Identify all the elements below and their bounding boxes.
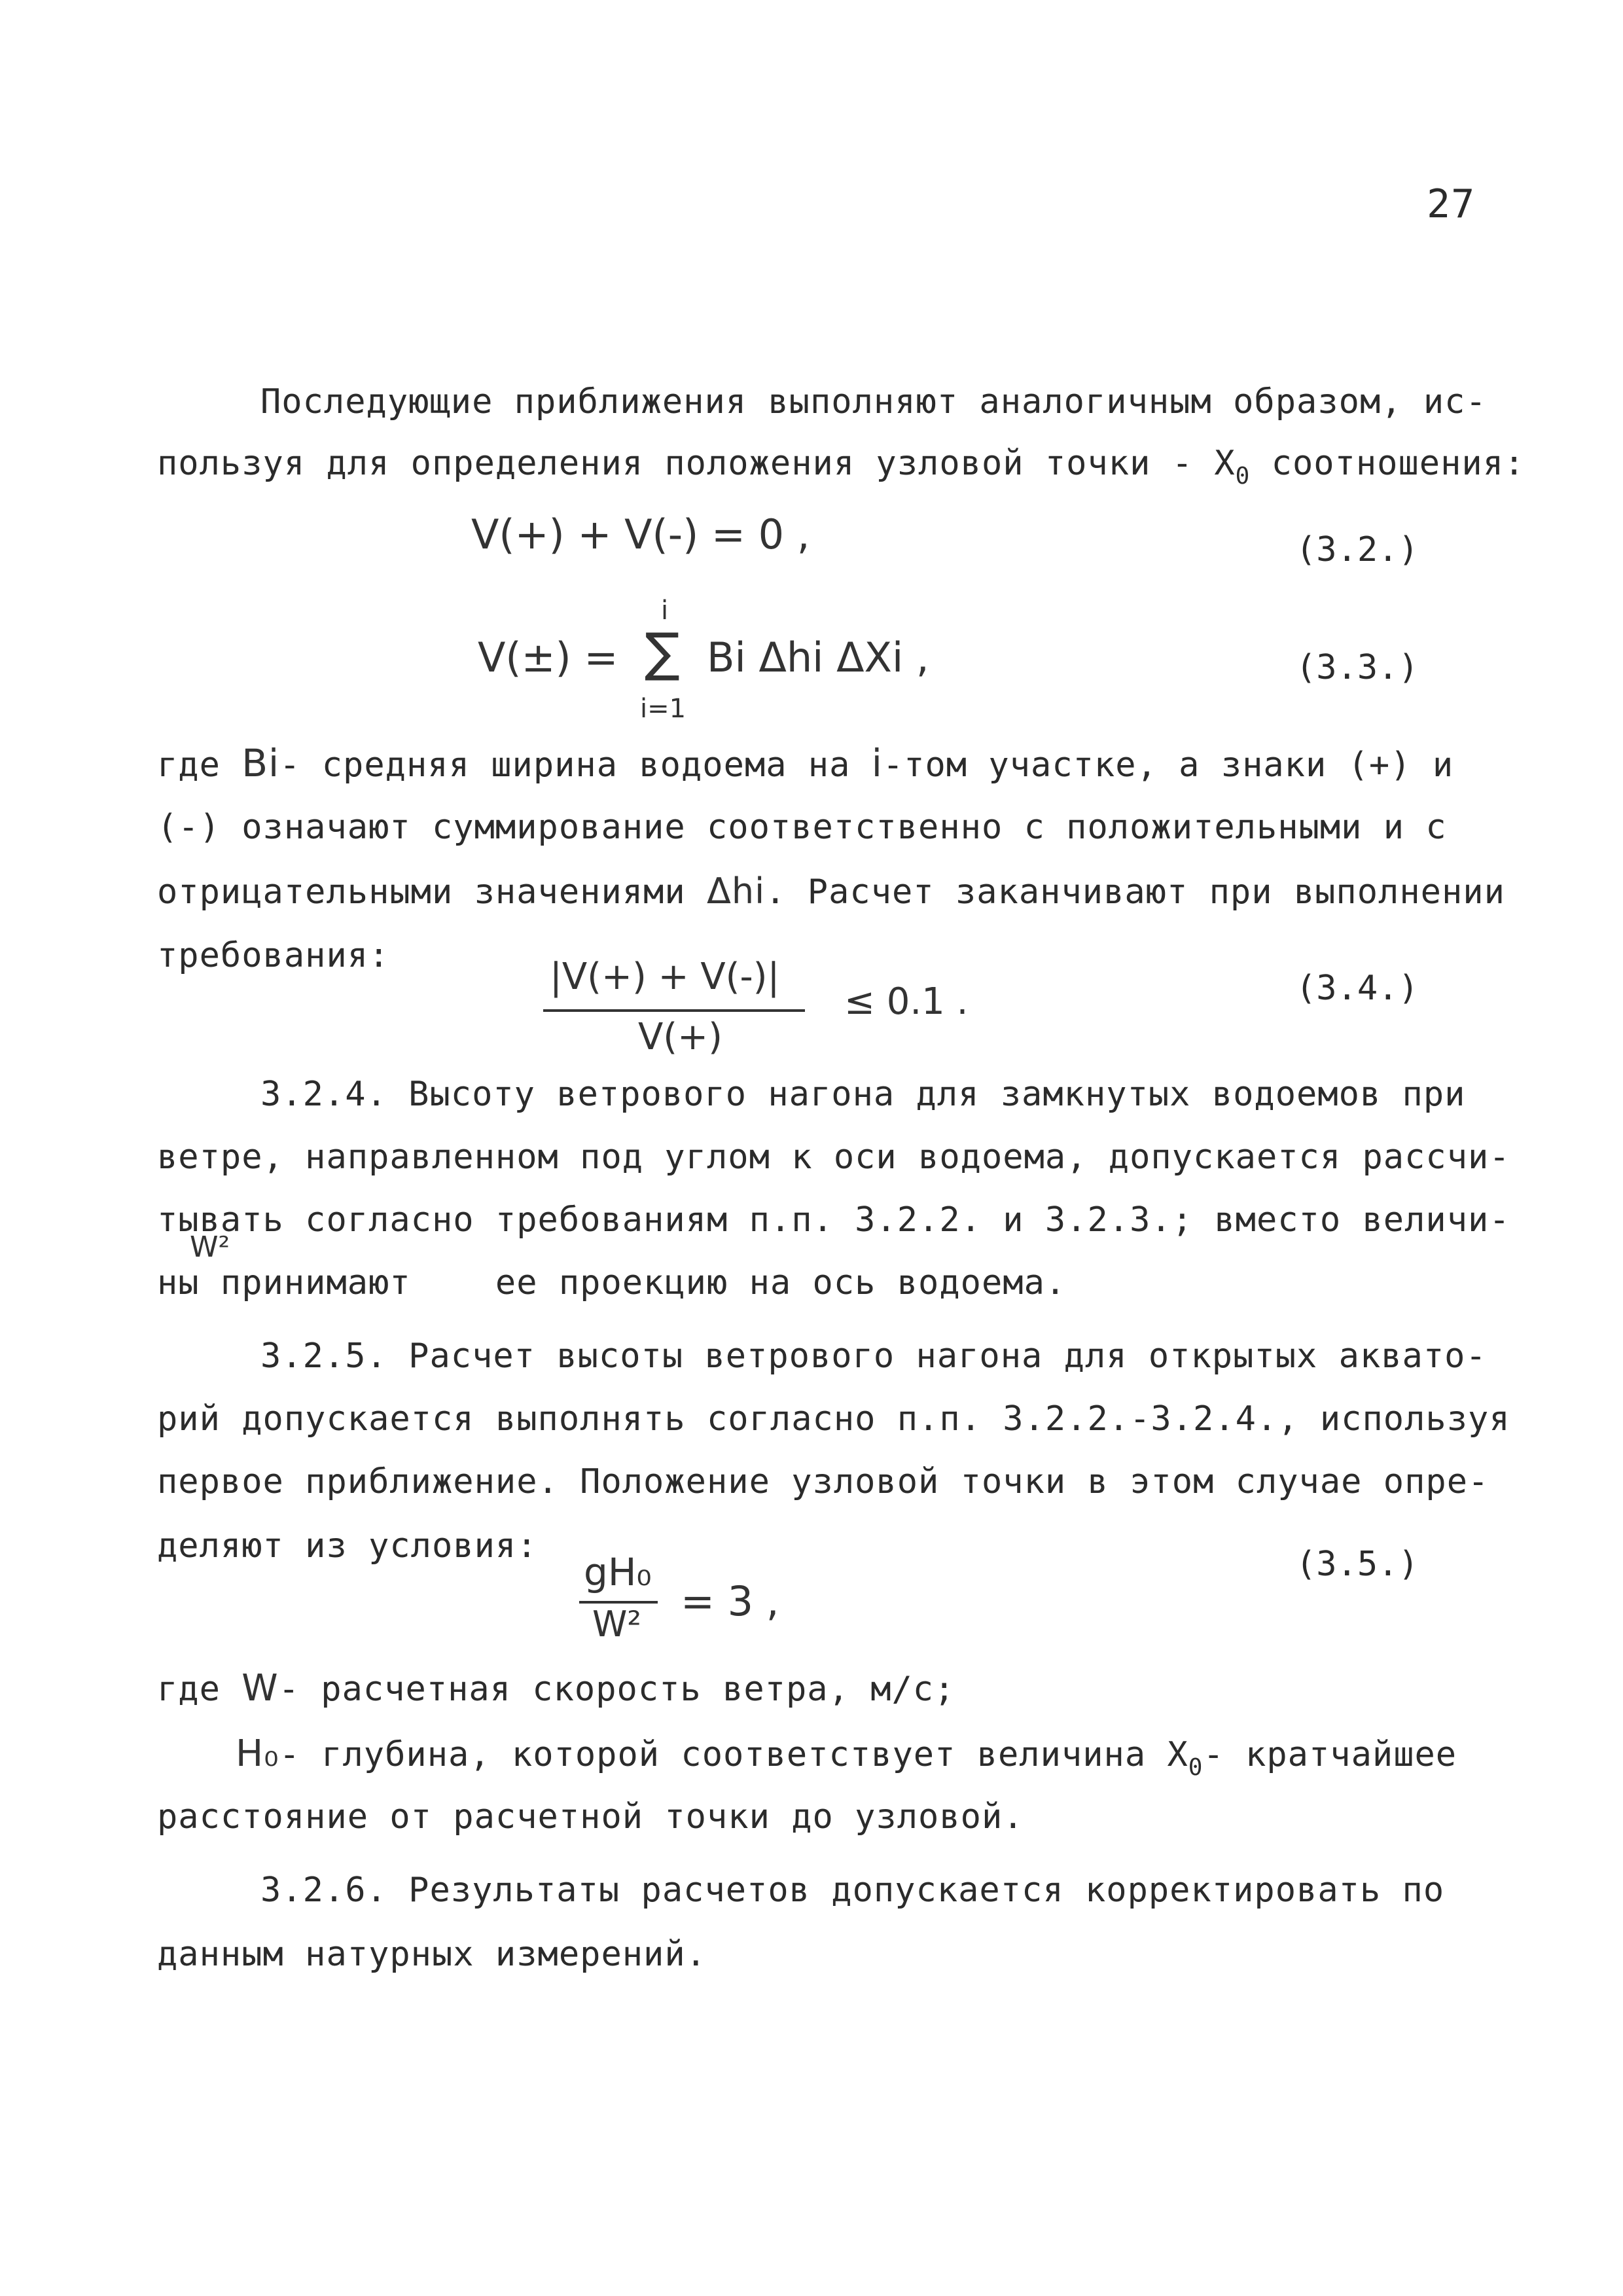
handwritten-w-squared: W² [190, 1230, 230, 1264]
para4-line2: рий допускается выполнять согласно п.п. 3.2.2.-3.2.4., используя [157, 1399, 1510, 1439]
fraction-bar [543, 1009, 805, 1012]
para2-line1: где Bi- средняя ширина водоема на i-том участке, а знаки (+) и [157, 741, 1454, 785]
equation-3-4-denominator: V(+) [638, 1016, 722, 1058]
para6-line1: 3.2.6. Результаты расчетов допускается корректировать по [260, 1871, 1445, 1910]
equation-3-5-numerator: gH₀ [584, 1550, 652, 1594]
equation-3-3-lhs: V(±) = [478, 634, 618, 681]
para4-line4: деляют из условия: [157, 1526, 538, 1566]
equation-3-3-body: Bi Δhi ΔXi , [707, 634, 929, 681]
para1-line1: Последующие приближения выполняют аналогичным образом, ис- [260, 382, 1487, 422]
para5-line2: H₀- глубина, которой соответствует величина $X_0-$ кратчайшее [236, 1732, 1457, 1781]
para2-line3: отрицательными значениями Δhi. Расчет заканчивают при выполнении [157, 870, 1505, 912]
equation-3-4-numerator: |V(+) + V(-)| [550, 956, 780, 998]
sum-upper-limit: i [661, 596, 669, 626]
equation-3-2: V(+) + V(-) = 0 , [471, 511, 810, 558]
sum-lower-limit: i=1 [640, 694, 687, 724]
sum-sign: ∑ [645, 622, 680, 683]
para3-line4: ны принимают ее проекцию на ось водоема. [157, 1263, 1067, 1302]
para3-line2: ветре, направленном под углом к оси водоема, допускается рассчи- [157, 1138, 1510, 1177]
equation-3-5-denominator: W² [592, 1604, 642, 1645]
equation-number-3-2: (3.2.) [1296, 530, 1419, 569]
para6-line2: данным натурных измерений. [157, 1935, 707, 1974]
equation-3-5-rhs: = 3 , [681, 1577, 779, 1625]
para1-line2: пользуя для определения положения узловой точки - $X_0$ соотношения: [157, 444, 1525, 490]
equation-number-3-3: (3.3.) [1296, 648, 1419, 687]
para2-line4: требования: [157, 936, 390, 975]
para4-line3: первое приближение. Положение узловой точки в этом случае опре- [157, 1462, 1489, 1501]
para4-line1: 3.2.5. Расчет высоты ветрового нагона для открытых аквато- [260, 1336, 1487, 1376]
equation-3-4-rhs: ≤ 0.1 . [844, 980, 969, 1023]
para5-line1: где W- расчетная скорость ветра, м/с; [157, 1667, 955, 1710]
page-number: 27 [1427, 181, 1476, 227]
para2-line2: (-) означают суммирование соответственно с положительными и с [157, 808, 1447, 847]
para3-line3: тывать согласно требованиям п.п. 3.2.2. и 3.2.3.; вместо величи- [157, 1200, 1510, 1240]
para5-line3: расстояние от расчетной точки до узловой. [157, 1797, 1024, 1837]
equation-number-3-5: (3.5.) [1296, 1545, 1419, 1584]
equation-number-3-4: (3.4.) [1296, 969, 1419, 1008]
para3-line1: 3.2.4. Высоту ветрового нагона для замкнутых водоемов при [260, 1075, 1466, 1114]
